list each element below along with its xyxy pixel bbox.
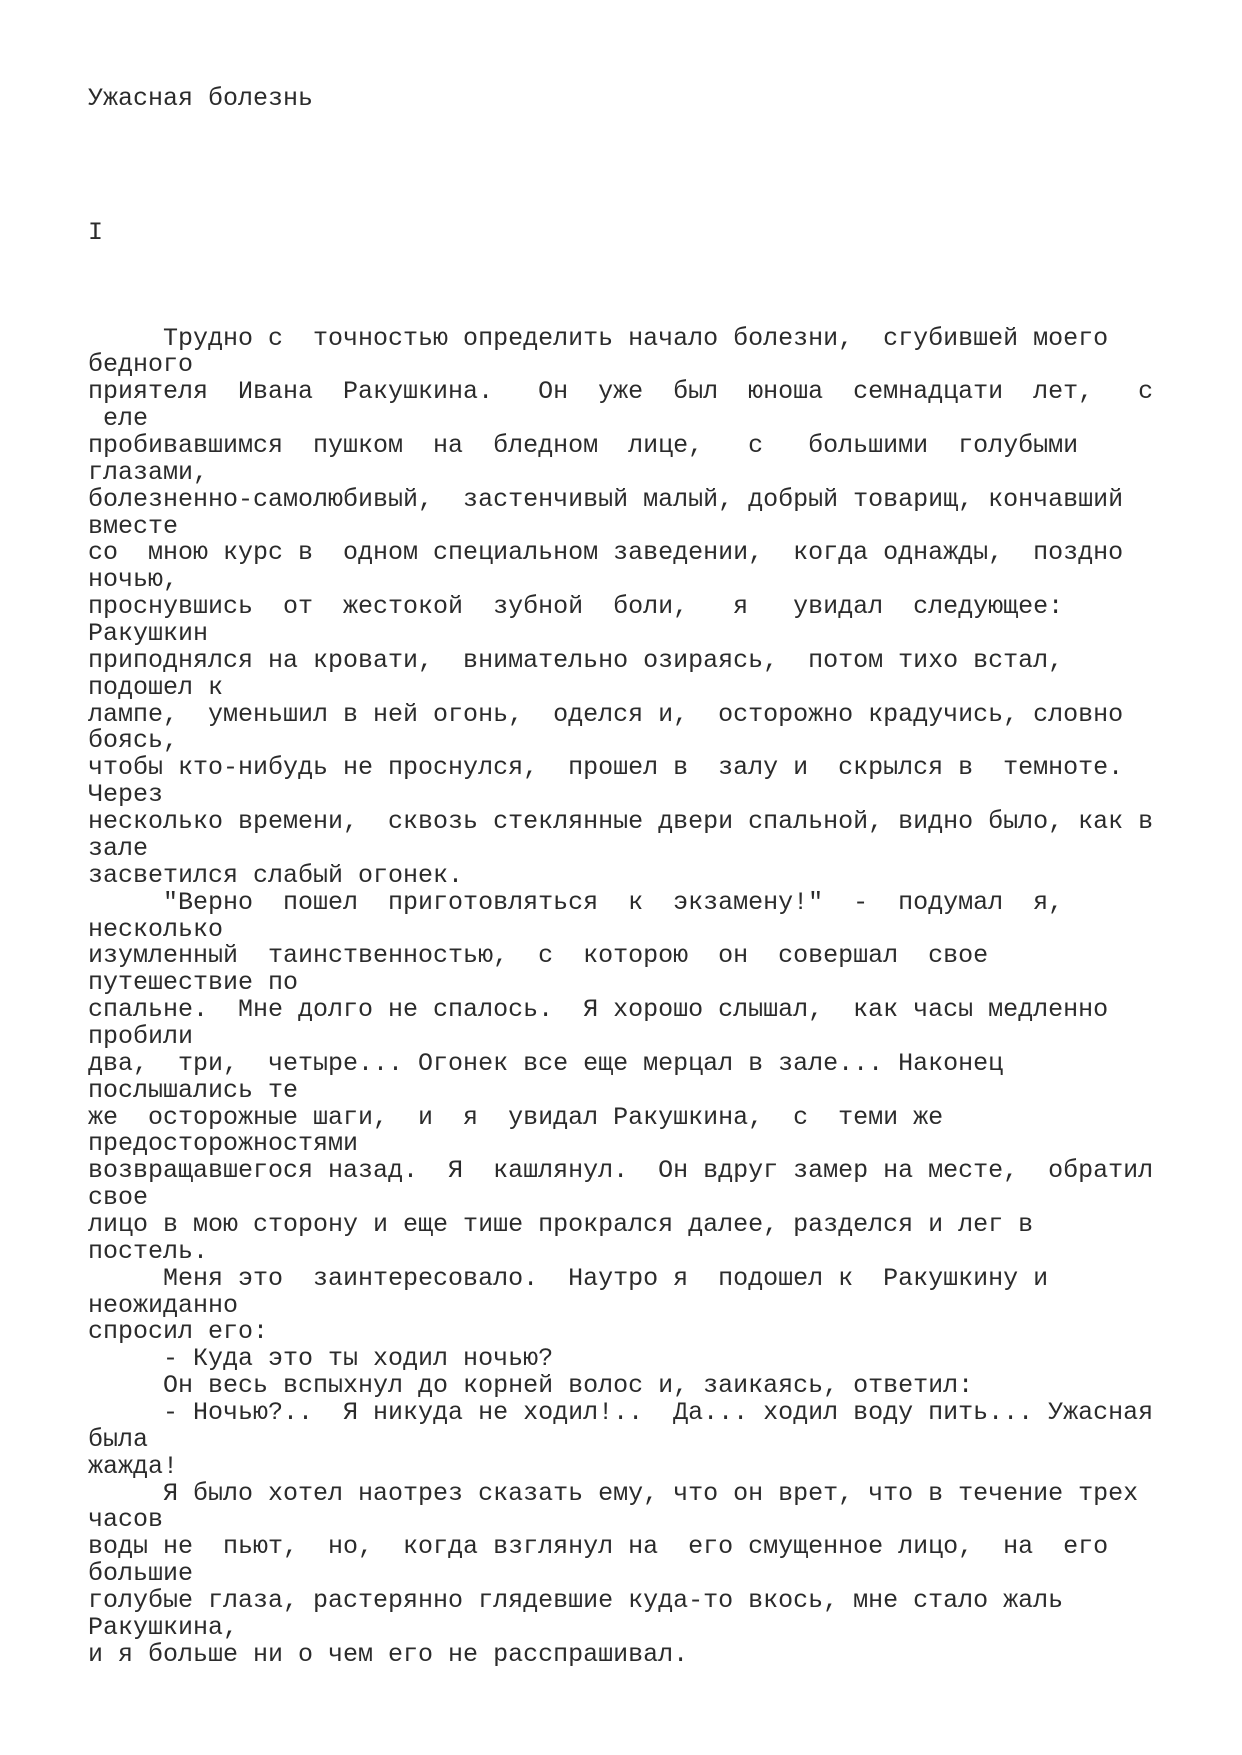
- text-line: "Верно пошел приготовляться к экзамену!" - подумал я,: [88, 887, 1064, 917]
- chapter-heading: I: [88, 218, 104, 247]
- text-line: жажда!: [88, 1451, 179, 1481]
- text-line: Он весь вспыхнул до корней волос и, заикаясь, ответил:: [88, 1371, 974, 1401]
- text-line: часов: [88, 1505, 164, 1535]
- text-line: бедного: [88, 350, 194, 380]
- text-line: несколько: [88, 914, 224, 944]
- text-line: - Куда это ты ходил ночью?: [88, 1344, 554, 1374]
- text-line: Ракушкина,: [88, 1612, 239, 1642]
- text-line: несколько времени, сквозь стеклянные двери спальной, видно было, как в: [88, 807, 1154, 837]
- text-line: голубые глаза, растерянно глядевшие куда-то вкось, мне стало жаль: [88, 1585, 1064, 1615]
- text-line: свое: [88, 1183, 149, 1213]
- text-line: была: [88, 1424, 149, 1454]
- text-line: вместе: [88, 511, 179, 541]
- text-line: два, три, четыре... Огонек все еще мерцал в зале... Наконец: [88, 1048, 1004, 1078]
- text-line: Трудно с точностью определить начало болезни, сгубившей моего: [88, 323, 1109, 353]
- text-line: Я было хотел наотрез сказать ему, что он врет, что в течение трех: [88, 1478, 1139, 1508]
- text-line: лампе, уменьшил в ней огонь, оделся и, осторожно крадучись, словно: [88, 699, 1124, 729]
- text-line: приятеля Ивана Ракушкина. Он уже был юноша семнадцати лет, с: [88, 377, 1154, 407]
- text-line: зале: [88, 833, 149, 863]
- text-line: Меня это заинтересовало. Наутро я подошел к Ракушкину и: [88, 1263, 1049, 1293]
- text-line: и я больше ни о чем его не расспрашивал.: [88, 1639, 689, 1669]
- text-line: - Ночью?.. Я никуда не ходил!.. Да... ходил воду пить... Ужасная: [88, 1397, 1154, 1427]
- text-line: воды не пьют, но, когда взглянул на его смущенное лицо, на его: [88, 1532, 1109, 1562]
- text-line: спальне. Мне долго не спалось. Я хорошо слышал, как часы медленно: [88, 995, 1109, 1025]
- text-line: Ракушкин: [88, 619, 209, 649]
- text-line: чтобы кто-нибудь не проснулся, прошел в залу и скрылся в темноте.: [88, 753, 1124, 783]
- document-body: [88, 323, 1198, 1669]
- text-line: возвращавшегося назад. Я кашлянул. Он вдруг замер на месте, обратил: [88, 1156, 1154, 1186]
- text-line: лицо в мою сторону и еще тише прокрался далее, разделся и лег в: [88, 1209, 1034, 1239]
- text-line: большие: [88, 1559, 194, 1589]
- text-line: боясь,: [88, 726, 179, 756]
- text-line: подошел к: [88, 672, 224, 702]
- document-title: Ужасная болезнь: [88, 84, 314, 113]
- text-line: болезненно-самолюбивый, застенчивый малый, добрый товарищ, кончавший: [88, 484, 1124, 514]
- text-line: пробили: [88, 1021, 194, 1051]
- text-line: пробивавшимся пушком на бледном лице, с большими голубыми: [88, 431, 1079, 461]
- text-line: спросил его:: [88, 1317, 269, 1347]
- text-line: же осторожные шаги, и я увидал Ракушкина, с теми же: [88, 1102, 944, 1132]
- text-line: глазами,: [88, 457, 209, 487]
- text-line: приподнялся на кровати, внимательно озираясь, потом тихо встал,: [88, 645, 1064, 675]
- text-line: постель.: [88, 1236, 209, 1266]
- text-line: Через: [88, 780, 164, 810]
- text-line: послышались те: [88, 1075, 299, 1105]
- text-line: ночью,: [88, 565, 179, 595]
- text-line: изумленный таинственностью, с которою он совершал свое: [88, 941, 989, 971]
- text-line: путешествие по: [88, 968, 299, 998]
- text-line: со мною курс в одном специальном заведении, когда однажды, поздно: [88, 538, 1124, 568]
- text-line: еле: [88, 404, 149, 434]
- text-line: засветился слабый огонек.: [88, 860, 464, 890]
- text-line: проснувшись от жестокой зубной боли, я увидал следующее:: [88, 592, 1064, 622]
- text-line: неожиданно: [88, 1290, 239, 1320]
- text-line: предосторожностями: [88, 1129, 359, 1159]
